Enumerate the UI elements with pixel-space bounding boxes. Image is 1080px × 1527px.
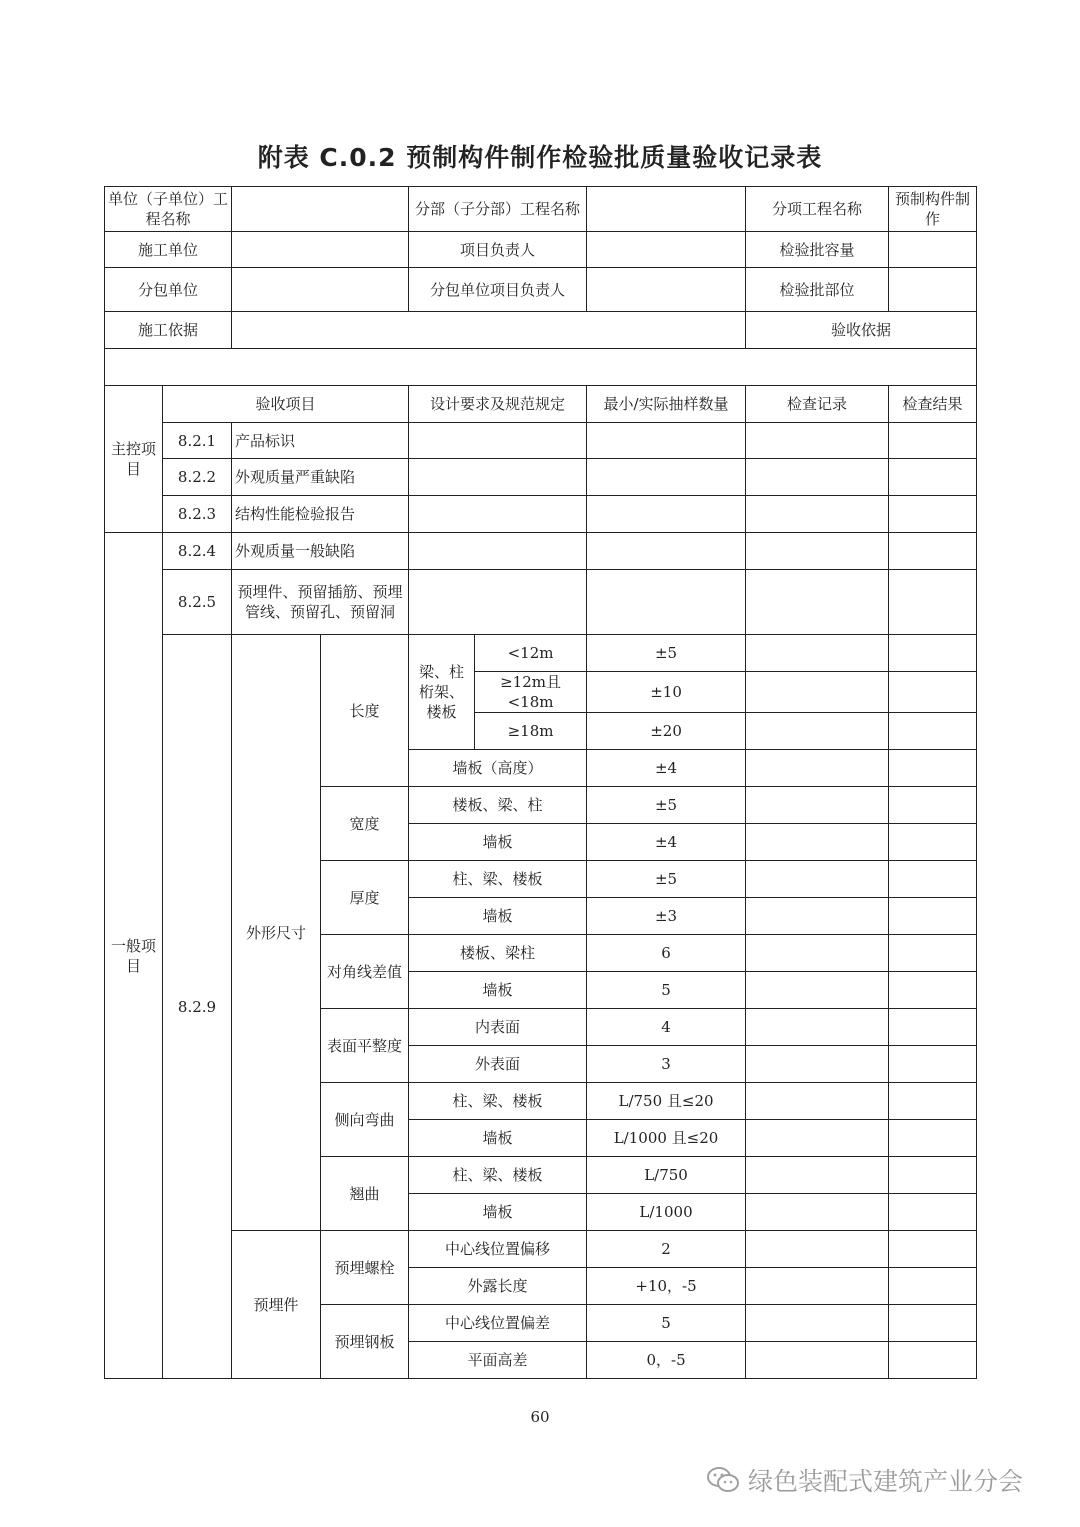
acceptance-basis-label: 验收依据 bbox=[746, 312, 977, 349]
item-code: 8.2.4 bbox=[163, 533, 232, 570]
record-cell[interactable] bbox=[889, 1120, 977, 1157]
tolerance-value: 0，-5 bbox=[587, 1342, 746, 1379]
tolerance-value: 5 bbox=[587, 1305, 746, 1342]
subcontract-manager-label: 分包单位项目负责人 bbox=[409, 268, 587, 312]
design-cell[interactable] bbox=[409, 570, 587, 635]
item-name: 预埋件、预留插筋、预埋管线、预留孔、预留洞 bbox=[232, 570, 409, 635]
result-cell[interactable] bbox=[889, 423, 977, 459]
record-cell[interactable] bbox=[889, 824, 977, 861]
record-cell[interactable] bbox=[889, 861, 977, 898]
warping-label: 翘曲 bbox=[321, 1157, 409, 1231]
sub-item-name: 平面高差 bbox=[409, 1342, 587, 1379]
tolerance-value: ±5 bbox=[587, 787, 746, 824]
sub-item-name: 内表面 bbox=[409, 1009, 587, 1046]
record-cell[interactable] bbox=[746, 570, 889, 635]
sampling-cell[interactable] bbox=[587, 459, 746, 496]
table-row bbox=[105, 423, 977, 459]
sub-item-name: 中心线位置偏移 bbox=[409, 1231, 587, 1268]
tolerance-value: L/1000 且≤20 bbox=[587, 1120, 746, 1157]
record-cell[interactable] bbox=[889, 1194, 977, 1231]
record-cell[interactable] bbox=[746, 533, 889, 570]
col-result-header: 检查结果 bbox=[889, 386, 977, 423]
design-cell[interactable] bbox=[409, 496, 587, 533]
bending-label: 侧向弯曲 bbox=[321, 1083, 409, 1157]
design-cell[interactable] bbox=[409, 459, 587, 496]
table-row bbox=[105, 533, 977, 570]
record-cell[interactable] bbox=[889, 635, 977, 672]
construction-unit-label: 施工单位 bbox=[105, 232, 232, 268]
spacer-row bbox=[105, 349, 977, 386]
item-code-829: 8.2.9 bbox=[163, 635, 232, 1379]
sampling-cell[interactable] bbox=[746, 824, 889, 861]
subcontract-unit-value[interactable] bbox=[232, 268, 409, 312]
table-row bbox=[105, 635, 977, 672]
tolerance-value: ±4 bbox=[587, 824, 746, 861]
record-cell[interactable] bbox=[889, 713, 977, 750]
length-range: ≥12m且<18m bbox=[475, 672, 587, 713]
tolerance-value: 5 bbox=[587, 972, 746, 1009]
diagonal-label: 对角线差值 bbox=[321, 935, 409, 1009]
tolerance-value: L/750 且≤20 bbox=[587, 1083, 746, 1120]
dimension-label: 外形尺寸 bbox=[232, 635, 321, 1231]
sub-item-name: 楼板、梁柱 bbox=[409, 935, 587, 972]
sampling-cell[interactable] bbox=[746, 1046, 889, 1083]
batch-capacity-label: 检验批容量 bbox=[746, 232, 889, 268]
item-code: 8.2.3 bbox=[163, 496, 232, 533]
batch-location-value[interactable] bbox=[889, 268, 977, 312]
tolerance-value: 6 bbox=[587, 935, 746, 972]
subcontract-unit-label: 分包单位 bbox=[105, 268, 232, 312]
sampling-cell[interactable] bbox=[746, 898, 889, 935]
col-item-header: 验收项目 bbox=[163, 386, 409, 423]
record-cell[interactable] bbox=[889, 1157, 977, 1194]
sub-item-name: 柱、梁、楼板 bbox=[409, 1157, 587, 1194]
sub-item-project-label: 分项工程名称 bbox=[746, 187, 889, 232]
tolerance-value: ±20 bbox=[587, 713, 746, 750]
sub-part-project-label: 分部（子分部）工程名称 bbox=[409, 187, 587, 232]
sampling-cell[interactable] bbox=[746, 1305, 889, 1342]
sampling-cell[interactable] bbox=[746, 861, 889, 898]
item-name: 产品标识 bbox=[232, 423, 409, 459]
sub-item-name: 墙板（高度） bbox=[409, 750, 587, 787]
sampling-cell[interactable] bbox=[746, 1231, 889, 1268]
item-name: 外观质量严重缺陷 bbox=[232, 459, 409, 496]
record-cell[interactable] bbox=[889, 1046, 977, 1083]
record-cell[interactable] bbox=[889, 972, 977, 1009]
sampling-cell[interactable] bbox=[746, 1009, 889, 1046]
record-cell[interactable] bbox=[889, 935, 977, 972]
record-cell[interactable] bbox=[889, 1268, 977, 1305]
sampling-cell[interactable] bbox=[746, 1268, 889, 1305]
tolerance-value: L/750 bbox=[587, 1157, 746, 1194]
batch-capacity-value[interactable] bbox=[889, 232, 977, 268]
col-record-header: 检查记录 bbox=[746, 386, 889, 423]
page-title: 附表 C.0.2 预制构件制作检验批质量验收记录表 bbox=[257, 143, 823, 172]
record-cell[interactable] bbox=[889, 1083, 977, 1120]
construction-unit-value[interactable] bbox=[232, 232, 409, 268]
tolerance-value: ±3 bbox=[587, 898, 746, 935]
watermark-text: 绿色装配式建筑产业分会 bbox=[748, 1467, 1024, 1496]
subcontract-manager-value[interactable] bbox=[587, 268, 746, 312]
table-row bbox=[105, 1231, 977, 1268]
sampling-cell[interactable] bbox=[746, 672, 889, 713]
record-cell[interactable] bbox=[889, 1231, 977, 1268]
sub-item-name: 中心线位置偏差 bbox=[409, 1305, 587, 1342]
item-code: 8.2.5 bbox=[163, 570, 232, 635]
tolerance-value: L/1000 bbox=[587, 1194, 746, 1231]
wechat-icon bbox=[706, 1465, 740, 1495]
batch-location-label: 检验批部位 bbox=[746, 268, 889, 312]
sub-item-project-value: 预制构件制作 bbox=[889, 187, 977, 232]
length-label: 长度 bbox=[321, 635, 409, 787]
sampling-cell[interactable] bbox=[746, 787, 889, 824]
sampling-cell[interactable] bbox=[587, 533, 746, 570]
sampling-cell[interactable] bbox=[587, 423, 746, 459]
construction-basis-label: 施工依据 bbox=[105, 312, 232, 349]
construction-basis-value[interactable] bbox=[232, 312, 746, 349]
table-row bbox=[105, 570, 977, 635]
tolerance-value: +10，-5 bbox=[587, 1268, 746, 1305]
tolerance-value: 4 bbox=[587, 1009, 746, 1046]
item-code: 8.2.1 bbox=[163, 423, 232, 459]
result-cell[interactable] bbox=[889, 533, 977, 570]
sampling-cell[interactable] bbox=[746, 1194, 889, 1231]
sub-item-name: 墙板 bbox=[409, 1194, 587, 1231]
col-design-header: 设计要求及规范规定 bbox=[409, 386, 587, 423]
sub-item-name: 柱、梁、楼板 bbox=[409, 861, 587, 898]
bolt-label: 预埋螺栓 bbox=[321, 1231, 409, 1305]
sampling-cell[interactable] bbox=[746, 635, 889, 672]
record-cell[interactable] bbox=[889, 787, 977, 824]
tolerance-value: ±4 bbox=[587, 750, 746, 787]
sampling-cell[interactable] bbox=[746, 1342, 889, 1379]
plate-label: 预埋钢板 bbox=[321, 1305, 409, 1379]
sampling-cell[interactable] bbox=[587, 570, 746, 635]
record-cell[interactable] bbox=[746, 496, 889, 533]
sampling-cell[interactable] bbox=[746, 1157, 889, 1194]
table-row bbox=[105, 496, 977, 533]
sub-item-name: 墙板 bbox=[409, 824, 587, 861]
result-cell[interactable] bbox=[889, 459, 977, 496]
thickness-label: 厚度 bbox=[321, 861, 409, 935]
sub-part-project-value[interactable] bbox=[587, 187, 746, 232]
record-cell[interactable] bbox=[746, 459, 889, 496]
general-label: 一般项目 bbox=[105, 533, 163, 1379]
flatness-label: 表面平整度 bbox=[321, 1009, 409, 1083]
project-manager-label: 项目负责人 bbox=[409, 232, 587, 268]
sampling-cell[interactable] bbox=[746, 972, 889, 1009]
length-group-label: 梁、柱桁架、楼板 bbox=[409, 635, 475, 750]
table-row bbox=[105, 459, 977, 496]
embedded-label: 预埋件 bbox=[232, 1231, 321, 1379]
tolerance-value: 3 bbox=[587, 1046, 746, 1083]
sampling-cell[interactable] bbox=[746, 1120, 889, 1157]
record-cell[interactable] bbox=[889, 1305, 977, 1342]
col-sampling-header: 最小/实际抽样数量 bbox=[587, 386, 746, 423]
item-code: 8.2.2 bbox=[163, 459, 232, 496]
sampling-cell[interactable] bbox=[746, 935, 889, 972]
length-range: <12m bbox=[475, 635, 587, 672]
item-name: 外观质量一般缺陷 bbox=[232, 533, 409, 570]
tolerance-value: ±5 bbox=[587, 635, 746, 672]
result-cell[interactable] bbox=[889, 496, 977, 533]
sub-item-name: 墙板 bbox=[409, 972, 587, 1009]
unit-project-value[interactable] bbox=[232, 187, 409, 232]
sub-item-name: 墙板 bbox=[409, 898, 587, 935]
sub-item-name: 外露长度 bbox=[409, 1268, 587, 1305]
sub-item-name: 楼板、梁、柱 bbox=[409, 787, 587, 824]
width-label: 宽度 bbox=[321, 787, 409, 861]
sampling-cell[interactable] bbox=[746, 1083, 889, 1120]
design-cell[interactable] bbox=[409, 423, 587, 459]
sampling-cell[interactable] bbox=[746, 750, 889, 787]
result-cell[interactable] bbox=[889, 570, 977, 635]
unit-project-label: 单位（子单位）工程名称 bbox=[105, 187, 232, 232]
sampling-cell[interactable] bbox=[587, 496, 746, 533]
record-cell[interactable] bbox=[889, 898, 977, 935]
watermark bbox=[706, 1460, 1023, 1500]
project-manager-value[interactable] bbox=[587, 232, 746, 268]
tolerance-value: ±10 bbox=[587, 672, 746, 713]
record-cell[interactable] bbox=[889, 1342, 977, 1379]
record-cell[interactable] bbox=[889, 1009, 977, 1046]
sub-item-name: 柱、梁、楼板 bbox=[409, 1083, 587, 1120]
main-control-label: 主控项目 bbox=[105, 386, 163, 533]
length-range: ≥18m bbox=[475, 713, 587, 750]
inspection-record-table bbox=[104, 186, 977, 1379]
tolerance-value: ±5 bbox=[587, 861, 746, 898]
record-cell[interactable] bbox=[889, 672, 977, 713]
page-number: 60 bbox=[530, 1408, 550, 1426]
sub-item-name: 墙板 bbox=[409, 1120, 587, 1157]
tolerance-value: 2 bbox=[587, 1231, 746, 1268]
record-cell[interactable] bbox=[889, 750, 977, 787]
sub-item-name: 外表面 bbox=[409, 1046, 587, 1083]
record-cell[interactable] bbox=[746, 423, 889, 459]
item-name: 结构性能检验报告 bbox=[232, 496, 409, 533]
sampling-cell[interactable] bbox=[746, 713, 889, 750]
design-cell[interactable] bbox=[409, 533, 587, 570]
